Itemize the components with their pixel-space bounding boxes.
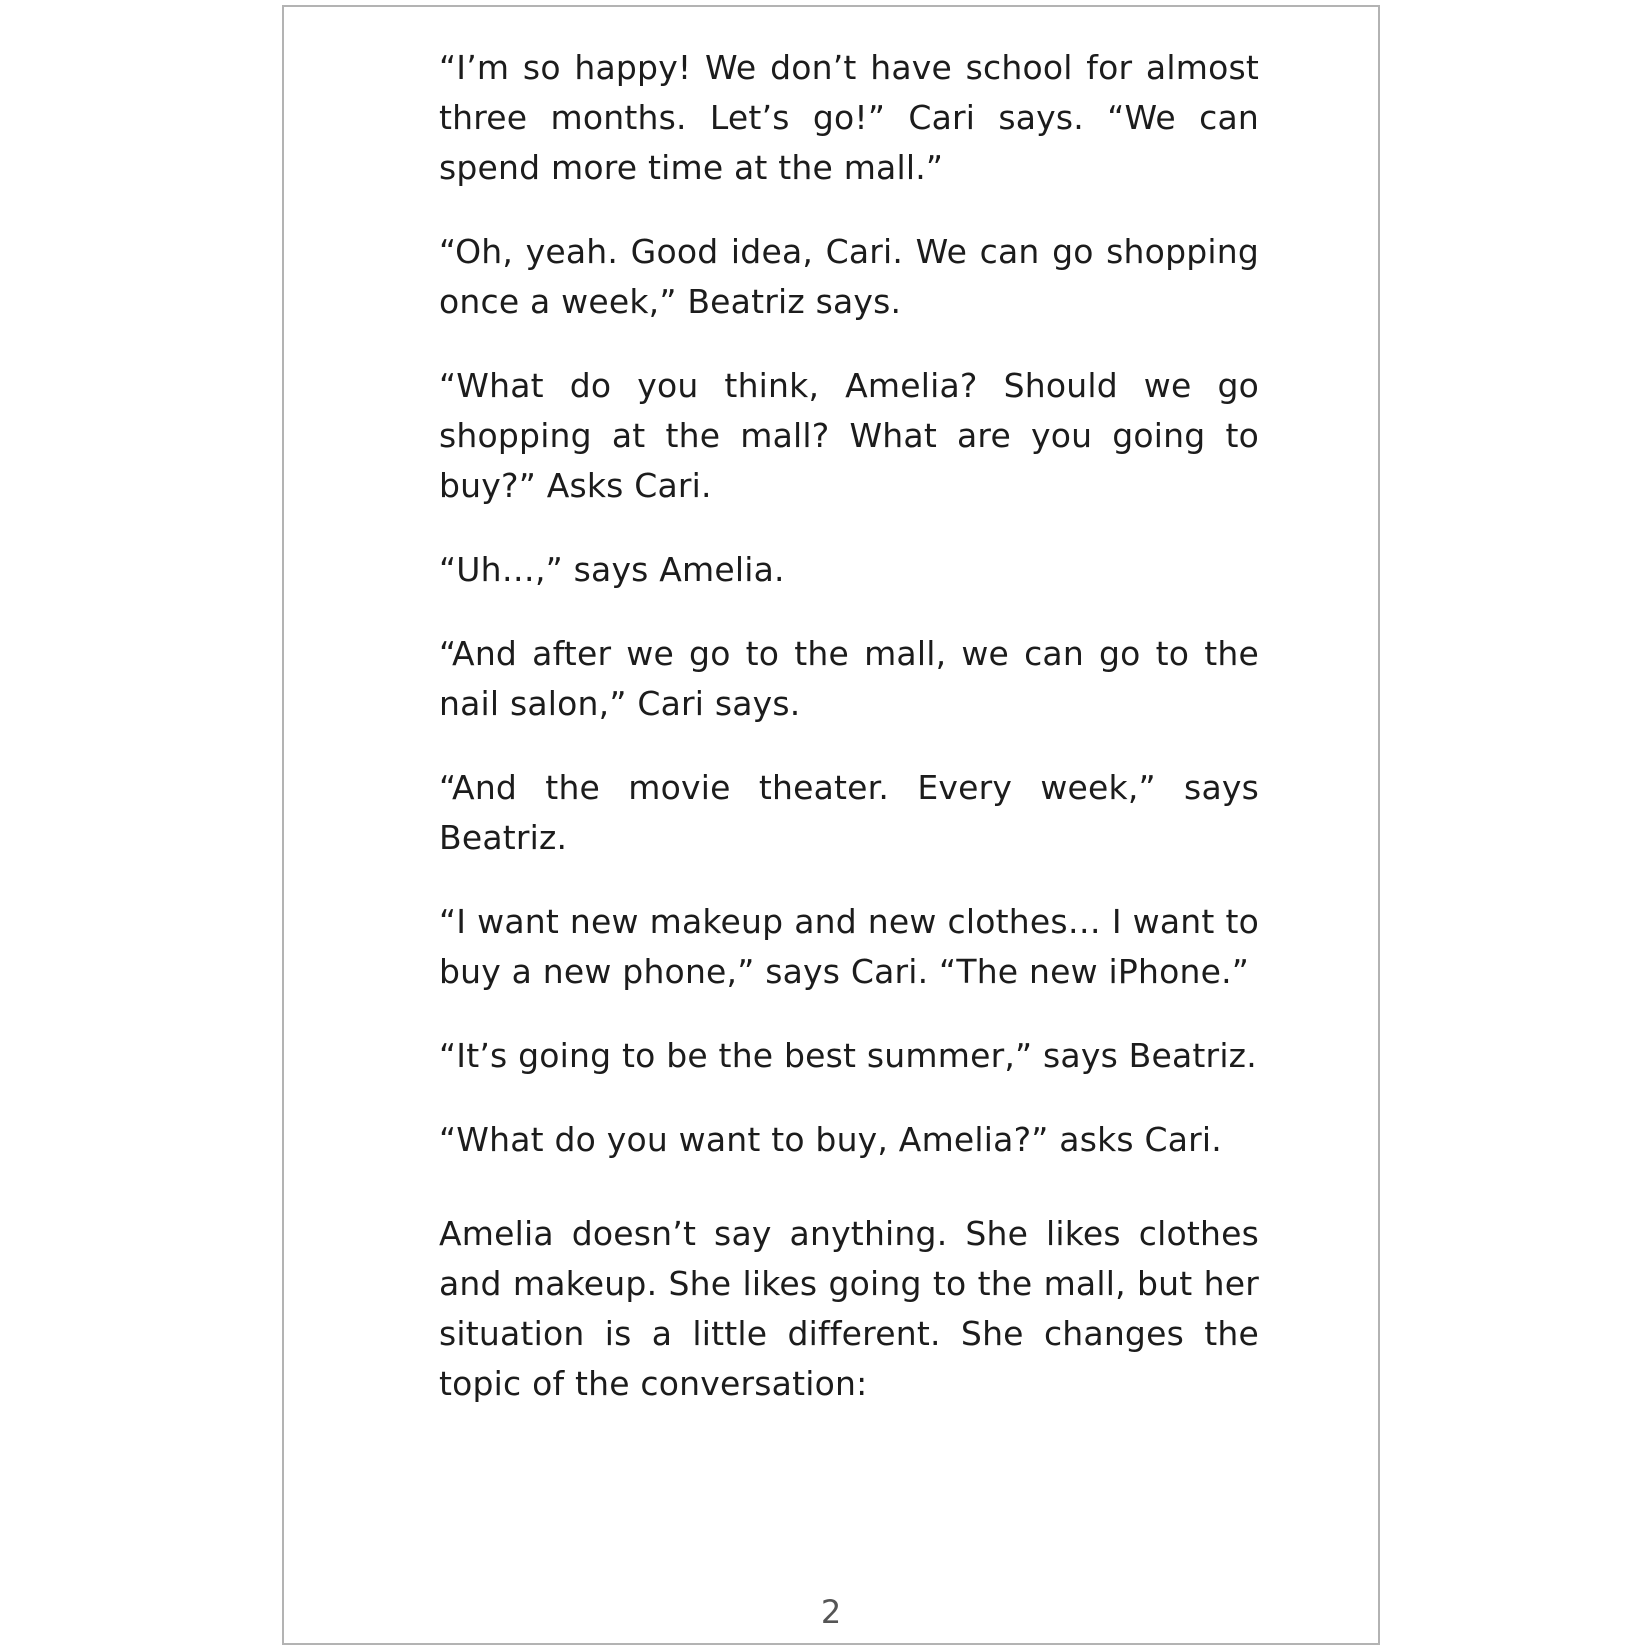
paragraph-9: “What do you want to buy, Amelia?” asks Cari. [439, 1120, 1222, 1159]
paragraph-1: “I’m so happy! We don’t have school for almost three months. Let’s go!” Cari says. “We can spend more time at the mall.” [439, 48, 1259, 187]
paragraph-2: “Oh, yeah. Good idea, Cari. We can go shopping once a week,” Beatriz says. [439, 232, 1259, 321]
paragraph-10: Amelia doesn’t say anything. She likes clothes and makeup. She likes going to the mall, but her situation is a little different. She changes the topic of the conversation: [439, 1214, 1259, 1403]
page-body-text [439, 43, 1259, 1443]
paragraph-5: “And after we go to the mall, we can go to the nail salon,” Cari says. [439, 634, 1259, 723]
paragraph-8: “It’s going to be the best summer,” says Beatriz. [439, 1036, 1257, 1075]
paragraph-4: “Uh…,” says Amelia. [439, 550, 785, 589]
page-number: 2 [820, 1593, 842, 1631]
paragraph-7: “I want new makeup and new clothes… I want to buy a new phone,” says Cari. “The new iPhone.” [439, 902, 1259, 991]
paragraph-6: “And the movie theater. Every week,” says Beatriz. [439, 768, 1259, 857]
paragraph-3: “What do you think, Amelia? Should we go shopping at the mall? What are you going to buy?” Asks Cari. [439, 366, 1259, 505]
book-page [282, 5, 1380, 1645]
